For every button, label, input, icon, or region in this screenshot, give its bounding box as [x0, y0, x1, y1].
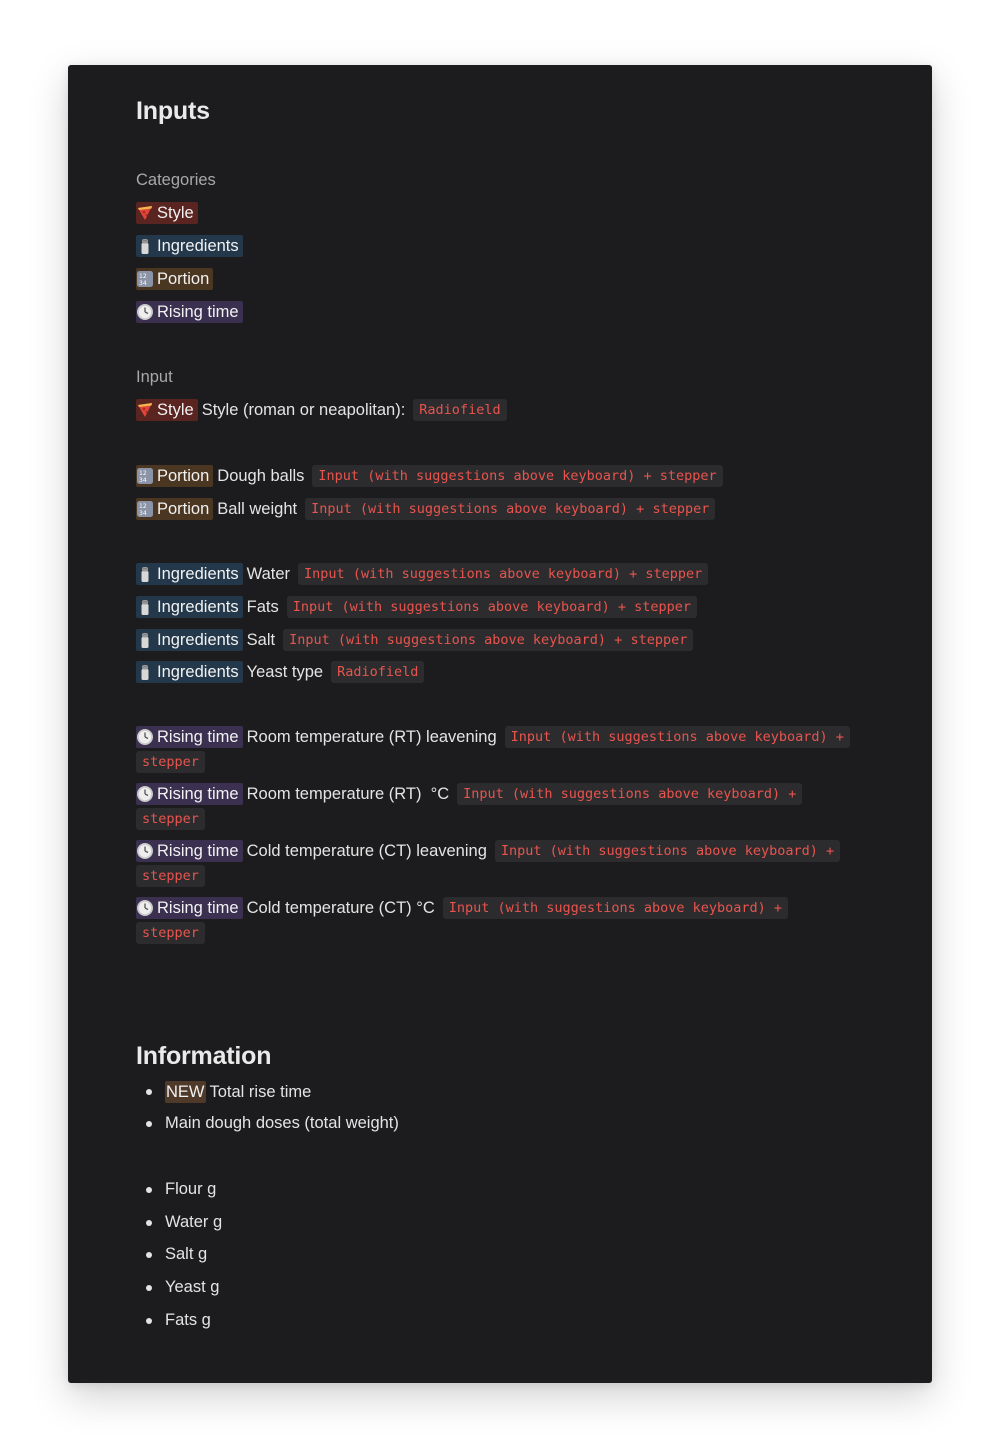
list-item-text: Water g: [165, 1213, 223, 1231]
ingredients-tag-label: Ingredients: [157, 630, 239, 649]
list-item-text: Main dough doses (total weight): [165, 1114, 399, 1132]
input-row-text: Style (roman or neapolitan):: [201, 400, 406, 419]
portion-tag-label: Portion: [157, 499, 210, 518]
input-row-text: Water: [246, 564, 291, 583]
input-row-text: Room temperature (RT) leavening: [246, 727, 497, 746]
bullet-dot: [146, 1220, 152, 1226]
rising-tag-label: Rising time: [157, 302, 239, 321]
input-type-code: Input (with suggestions above keyboard) + stepper: [298, 563, 708, 585]
numbers-icon: [136, 270, 154, 288]
ingredients-tag[interactable]: [136, 563, 243, 585]
portion-tag[interactable]: [136, 465, 213, 487]
timer-icon: [136, 303, 154, 321]
list-item-text: Yeast g: [165, 1278, 220, 1296]
salt-shaker-icon: [136, 598, 154, 616]
list-item: [136, 1081, 311, 1103]
list-item-text: Fats g: [165, 1311, 211, 1329]
input-row-ct-leavening: [136, 840, 840, 887]
rising-tag-label: Rising time: [157, 784, 239, 803]
portion-tag-label: Portion: [157, 269, 210, 288]
timer-icon: [136, 728, 154, 746]
bullet-dot: [146, 1089, 152, 1095]
input-row-yeast: [136, 661, 424, 683]
rising-tag[interactable]: [136, 840, 243, 862]
input-row-text: Fats: [246, 597, 279, 616]
timer-icon: [136, 899, 154, 917]
input-type-code: Input (with suggestions above keyboard) + stepper: [312, 465, 722, 487]
input-label: Input: [136, 368, 173, 386]
style-tag-label: Style: [157, 400, 194, 419]
ingredients-tag[interactable]: [136, 596, 243, 618]
style-tag-label: Style: [157, 203, 194, 222]
input-type-code: Input (with suggestions above keyboard) +: [457, 783, 802, 805]
input-row-ball-weight: [136, 498, 715, 520]
ingredients-tag-label: Ingredients: [157, 564, 239, 583]
input-row-water: [136, 563, 708, 585]
information-heading: Information: [136, 1042, 272, 1070]
portion-tag[interactable]: [136, 268, 213, 290]
salt-shaker-icon: [136, 631, 154, 649]
rising-tag[interactable]: [136, 301, 243, 323]
rising-tag[interactable]: [136, 783, 243, 805]
input-row-ct-c: [136, 897, 788, 944]
ingredients-tag-label: Ingredients: [157, 597, 239, 616]
timer-icon: [136, 842, 154, 860]
input-row-text: Cold temperature (CT) °C: [246, 898, 435, 917]
input-row-text: Dough balls: [217, 466, 305, 485]
inputs-heading: Inputs: [136, 97, 210, 125]
salt-shaker-icon: [136, 565, 154, 583]
input-type-code: Radiofield: [331, 661, 424, 683]
ingredients-tag[interactable]: [136, 235, 243, 257]
style-tag[interactable]: [136, 399, 198, 421]
list-item-text: Total rise time: [209, 1082, 312, 1101]
list-item-text: Flour g: [165, 1180, 217, 1198]
portion-tag[interactable]: [136, 498, 213, 520]
list-item: [136, 1114, 399, 1133]
list-item: [136, 1245, 207, 1264]
numbers-icon: [136, 500, 154, 518]
list-item: [136, 1311, 211, 1330]
input-type-code: Input (with suggestions above keyboard) +: [443, 897, 788, 919]
input-row-dough-balls: [136, 465, 723, 487]
bullet-dot: [146, 1121, 152, 1127]
input-row-text: Yeast type: [246, 662, 324, 681]
rising-tag-label: Rising time: [157, 841, 239, 860]
list-item-text: Salt g: [165, 1245, 208, 1263]
bullet-dot: [146, 1285, 152, 1291]
input-row-text: Cold temperature (CT) leavening: [246, 841, 487, 860]
rising-tag[interactable]: [136, 897, 243, 919]
input-row-text: Ball weight: [217, 499, 298, 518]
input-row-rt-leavening: [136, 726, 850, 773]
timer-icon: [136, 785, 154, 803]
category-portion[interactable]: [136, 268, 213, 290]
input-row-text: Room temperature (RT) °C: [246, 784, 450, 803]
page-card: [68, 65, 932, 1383]
category-ingredients[interactable]: [136, 235, 243, 257]
style-tag[interactable]: [136, 202, 198, 224]
input-type-code-wrap: stepper: [136, 865, 205, 887]
input-type-code: Input (with suggestions above keyboard) + stepper: [283, 629, 693, 651]
rising-tag-label: Rising time: [157, 727, 239, 746]
new-badge: NEW: [165, 1081, 206, 1103]
ingredients-tag-label: Ingredients: [157, 236, 239, 255]
input-row-fats: [136, 596, 697, 618]
list-item: [136, 1180, 216, 1199]
portion-tag-label: Portion: [157, 466, 210, 485]
category-style[interactable]: [136, 202, 198, 224]
input-type-code-wrap: stepper: [136, 922, 205, 944]
numbers-icon: [136, 467, 154, 485]
ingredients-tag-label: Ingredients: [157, 662, 239, 681]
input-row-rt-c: [136, 783, 802, 830]
input-row-style: [136, 399, 507, 421]
list-item: [136, 1213, 222, 1232]
salt-shaker-icon: [136, 237, 154, 255]
categories-label: Categories: [136, 171, 216, 189]
bullet-dot: [146, 1252, 152, 1258]
category-rising[interactable]: [136, 301, 243, 323]
ingredients-tag[interactable]: [136, 629, 243, 651]
input-type-code: Input (with suggestions above keyboard) + stepper: [287, 596, 697, 618]
input-row-salt: [136, 629, 693, 651]
pizza-slice-icon: [136, 401, 154, 419]
input-type-code: Input (with suggestions above keyboard) +: [505, 726, 850, 748]
input-type-code: Radiofield: [413, 399, 506, 421]
bullet-dot: [146, 1318, 152, 1324]
rising-tag-label: Rising time: [157, 898, 239, 917]
input-type-code-wrap: stepper: [136, 751, 205, 773]
pizza-slice-icon: [136, 204, 154, 222]
bullet-dot: [146, 1187, 152, 1193]
input-type-code: Input (with suggestions above keyboard) +: [495, 840, 840, 862]
input-row-text: Salt: [246, 630, 276, 649]
salt-shaker-icon: [136, 663, 154, 681]
input-type-code: Input (with suggestions above keyboard) + stepper: [305, 498, 715, 520]
ingredients-tag[interactable]: [136, 661, 243, 683]
rising-tag[interactable]: [136, 726, 243, 748]
list-item: [136, 1278, 219, 1297]
input-type-code-wrap: stepper: [136, 808, 205, 830]
